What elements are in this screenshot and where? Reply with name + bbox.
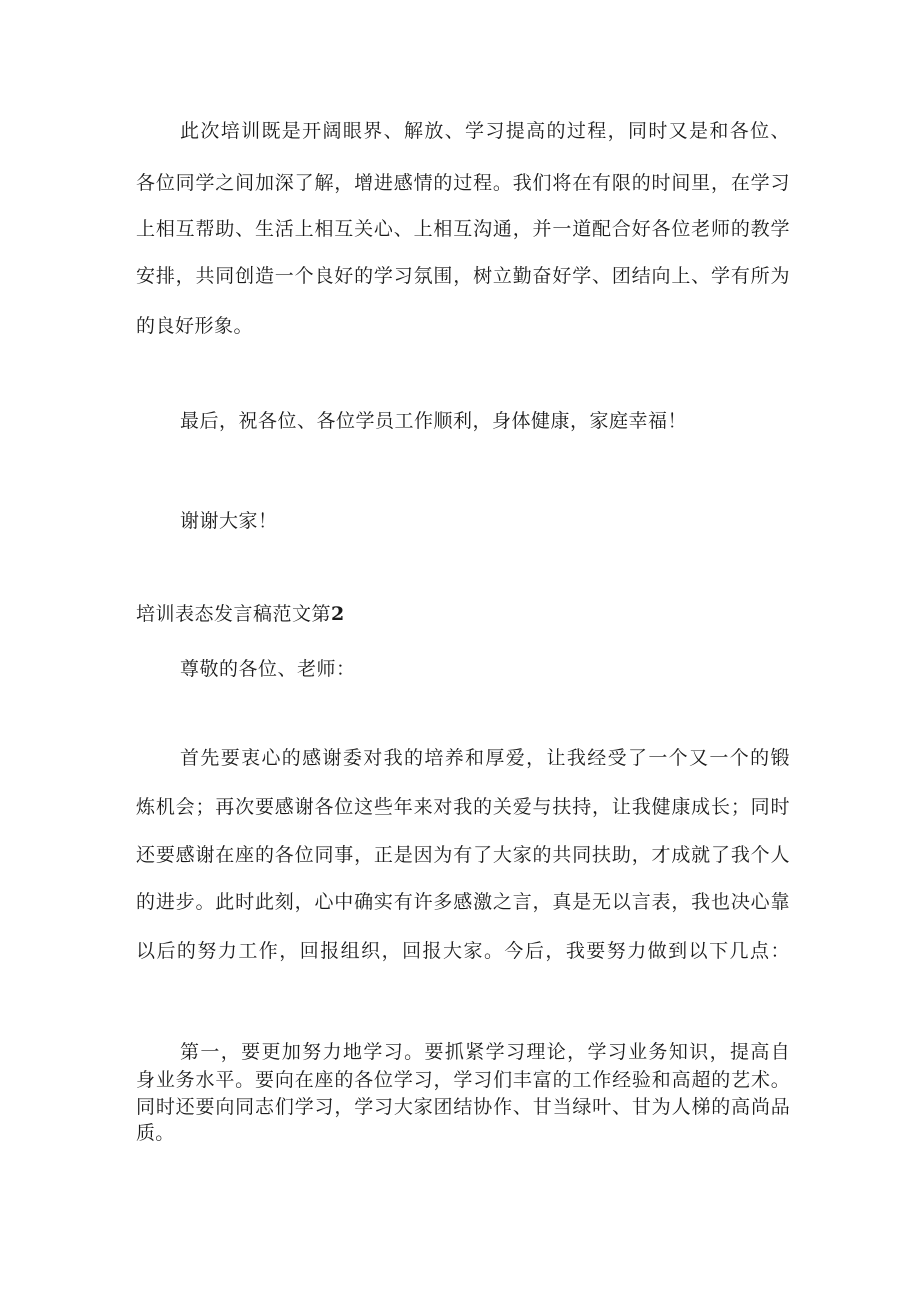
paragraph-line: 第一，要更加努力地学习。要抓紧学习理论，学习业务知识，提高自 (180, 1041, 790, 1063)
section-heading-number: 2 (331, 603, 345, 625)
paragraph-line: 还要感谢在座的各位同事，正是因为有了大家的共同扶助，才成就了我个人 (136, 844, 790, 866)
thanks-line: 谢谢大家！ (180, 510, 278, 532)
closing-wishes: 最后，祝各位、各位学员工作顺利，身体健康，家庭幸福！ (180, 410, 688, 432)
salutation: 尊敬的各位、老师： (180, 658, 356, 680)
paragraph-line: 身业务水平。要向在座的各位学习，学习们丰富的工作经验和高超的艺术。 (136, 1069, 790, 1091)
paragraph-line: 上相互帮助、生活上相互关心、上相互沟通，并一道配合好各位老师的教学 (136, 218, 790, 240)
paragraph-line: 首先要衷心的感谢委对我的培养和厚爱，让我经受了一个又一个的锻 (180, 747, 790, 769)
paragraph-line: 的良好形象。 (136, 315, 254, 337)
paragraph-line: 的进步。此时此刻，心中确实有许多感激之言，真是无以言表，我也决心靠 (136, 891, 790, 913)
paragraph-line: 以后的努力工作，回报组织，回报大家。今后，我要努力做到以下几点： (136, 940, 790, 962)
paragraph-line: 质。 (136, 1122, 175, 1144)
section-heading-text: 培训表态发言稿范文第 (136, 603, 332, 625)
paragraph-line: 安排，共同创造一个良好的学习氛围，树立勤奋好学、团结向上、学有所为 (136, 265, 790, 287)
section-heading (136, 601, 345, 627)
paragraph-line: 同时还要向同志们学习，学习大家团结协作、甘当绿叶、甘为人梯的高尚品 (136, 1096, 790, 1118)
paragraph-line: 炼机会；再次要感谢各位这些年来对我的关爱与扶持，让我健康成长；同时 (136, 796, 790, 818)
paragraph-line: 各位同学之间加深了解，增进感情的过程。我们将在有限的时间里，在学习 (136, 172, 790, 194)
paragraph-line: 此次培训既是开阔眼界、解放、学习提高的过程，同时又是和各位、 (180, 120, 790, 142)
